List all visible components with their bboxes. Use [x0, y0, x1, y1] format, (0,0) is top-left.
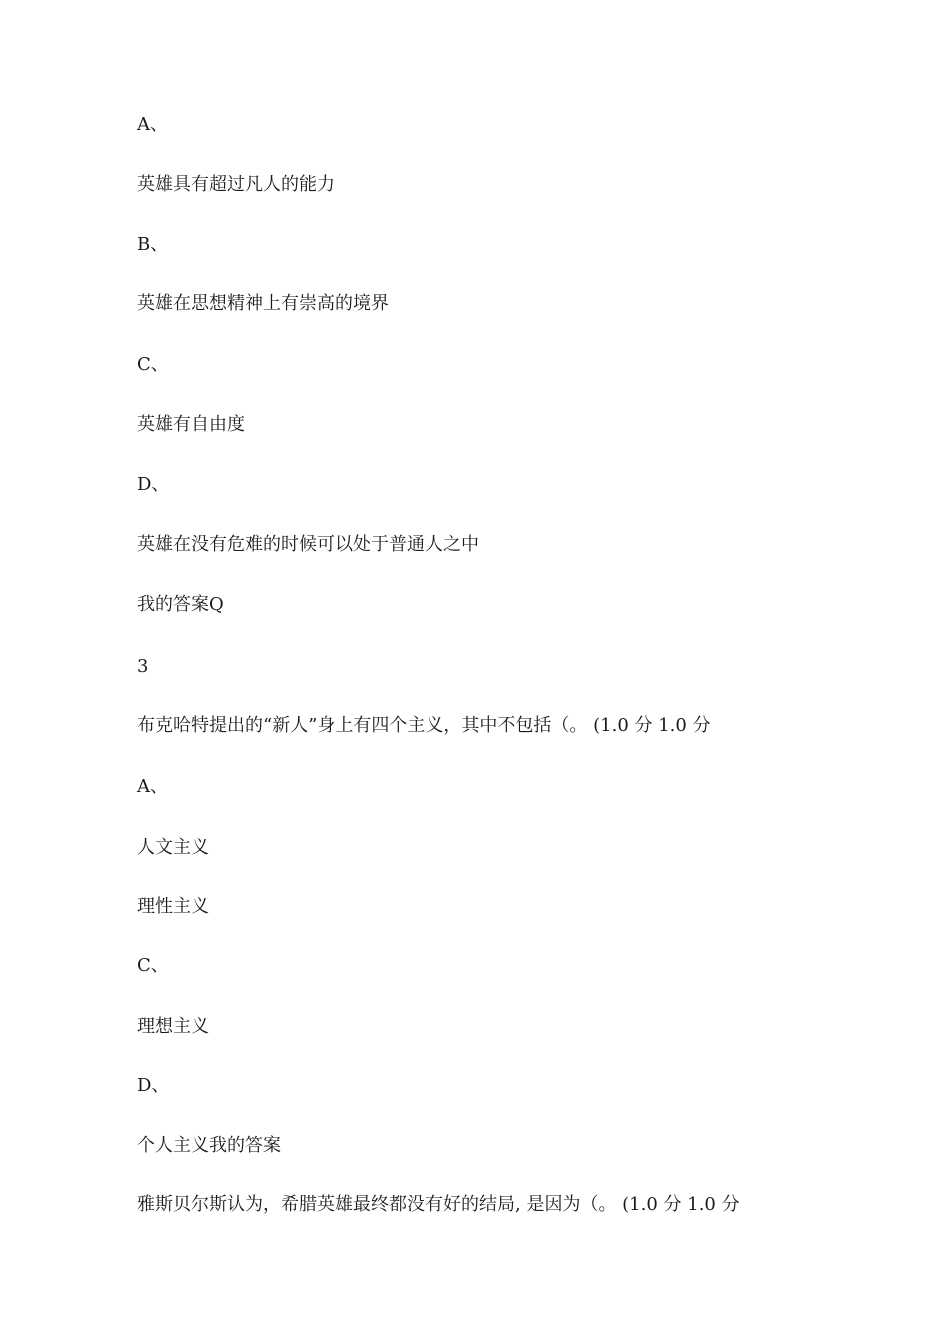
option-c-label: C、 [137, 955, 169, 976]
question-number: 3 [137, 656, 149, 677]
my-answer-label: 我的答案Q [137, 594, 224, 615]
option-a-label: A、 [137, 114, 168, 135]
option-b-text: 理性主义 [137, 896, 209, 917]
option-a-text: 人文主义 [137, 837, 209, 858]
question-text: 布克哈特提出的“新人”身上有四个主义，其中不包括（。 (1.0 分 1.0 分 [137, 715, 711, 736]
option-c-text: 英雄有自由度 [137, 414, 245, 435]
option-c-label: C、 [137, 354, 169, 375]
option-b-text: 英雄在思想精神上有崇高的境界 [137, 293, 389, 314]
option-a-label: A、 [137, 776, 168, 797]
question-text: 雅斯贝尔斯认为，希腊英雄最终都没有好的结局, 是因为（。 (1.0 分 1.0 分 [137, 1194, 740, 1215]
option-d-text: 英雄在没有危难的时候可以处于普通人之中 [137, 534, 479, 555]
option-a-text: 英雄具有超过凡人的能力 [137, 174, 335, 195]
option-d-text-with-answer: 个人主义我的答案 [137, 1135, 281, 1156]
option-c-text: 理想主义 [137, 1016, 209, 1037]
option-d-label: D、 [137, 1075, 170, 1096]
option-d-label: D、 [137, 474, 170, 495]
option-b-label: B、 [137, 234, 169, 255]
